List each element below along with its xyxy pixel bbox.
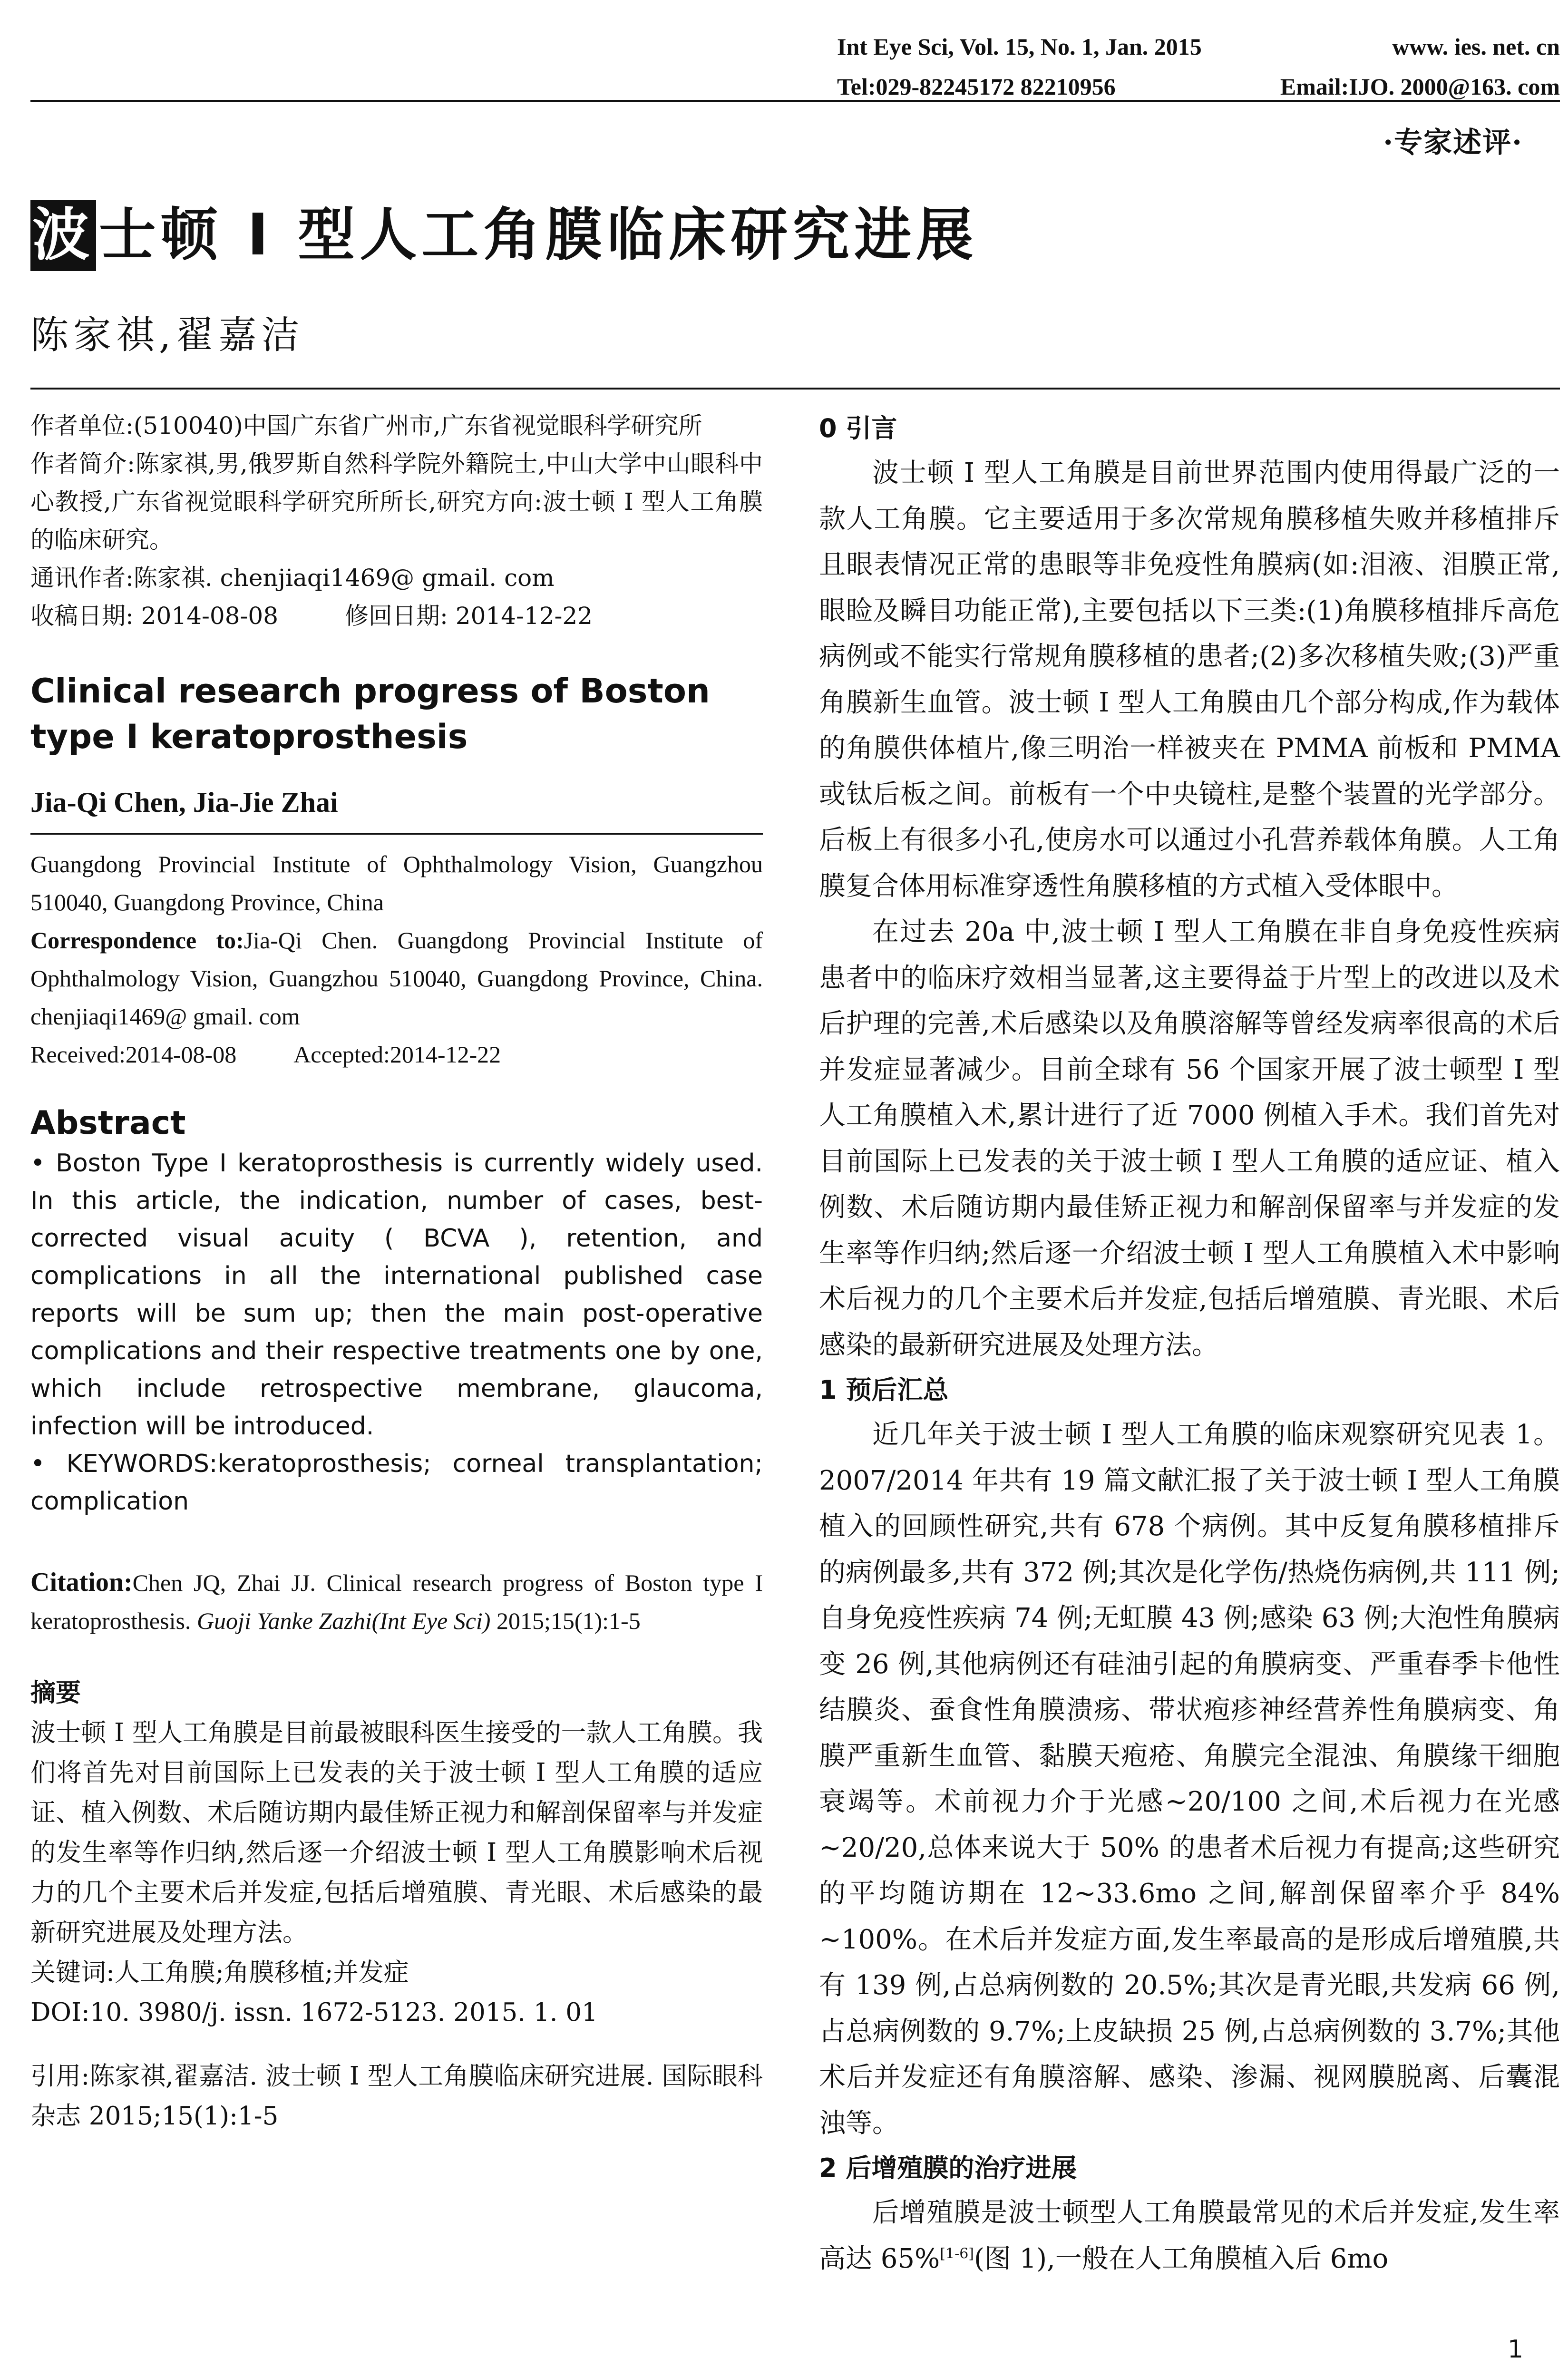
english-correspondence xyxy=(30,921,763,1035)
section-0-paragraph-2: 在过去 20a 中,波士顿 I 型人工角膜在非自身免疫性疾病患者中的临床疗效相当显著,这主要得益于片型上的改进以及术后护理的完善,术后感染以及角膜溶解等曾经发病率很高的术后并发症显著减少。目前全球有 56 个国家开展了波士顿型 I 型人工角膜植入术,累计进行了近 7000 例植入手术。我们首先对目前国际上已发表的关于波士顿 I 型人工角膜的适应证、植入例数、术后随访期内最佳矫正视力和解剖保留率与并发症的发生率等作归纳;然后逐一介绍波士顿 I 型人工角膜植入术中影响术后视力的几个主要术后并发症,包括后增殖膜、青光眼、术后感染的最新研究进展及处理方法。 xyxy=(819,916,1560,1361)
page-number: 1 xyxy=(1508,2335,1524,2364)
abstract-heading: Abstract xyxy=(30,1104,186,1142)
left-column xyxy=(30,407,763,2136)
section-1-paragraph-1: 近几年关于波士顿 I 型人工角膜的临床观察研究见表 1。2007/2014 年共有 19 篇文献汇报了关于波士顿 I 型人工角膜植入的回顾性研究,共有 678 个病例。其中反复角膜移植排斥的病例最多,共有 372 例;其次是化学伤/热烧伤病例,共 111 例;自身免疫性疾病 74 例;无虹膜 43 例;感染 63 例;大泡性角膜病变 26 例,其他病例还有硅油引起的角膜病变、严重春季卡他性结膜炎、蚕食性角膜溃疡、带状疱疹神经营养性角膜病变、角膜严重新生血管、黏膜天疱疮、角膜完全混浊、角膜缘干细胞衰竭等。术前视力介于光感~20/100 之间,术后视力在光感~20/20,总体来说大于 50% 的患者术后视力有提高;这些研究的平均随访期在 12~33.6mo 之间,解剖保留率介乎 84% ~100%。在术后并发症方面,发生率最高的是形成后增殖膜,共有 139 例,占总病例数的 20.5%;其次是青光眼,共发病 66 例,占总病例数的 9.7%;上皮缺损 25 例,占总病例数的 3.7%;其他术后并发症还有角膜溶解、感染、渗漏、视网膜脱离、后囊混浊等。 xyxy=(819,1419,1560,2139)
dates-cn xyxy=(30,597,763,635)
corresponding-author: 通讯作者:陈家祺. chenjiaqi1469@ gmail. com xyxy=(30,564,555,592)
received-date-en: Received:2014-08-08 xyxy=(30,1041,237,1068)
article-title xyxy=(30,200,978,271)
cn-abstract xyxy=(30,1673,763,2136)
accepted-date-en: Accepted:2014-12-22 xyxy=(293,1041,501,1068)
revised-date-cn: 修回日期: 2014-12-22 xyxy=(345,602,593,630)
title-drop-char: 波 xyxy=(30,200,96,271)
section-2-paragraph-1 xyxy=(819,2190,1560,2282)
section-0-paragraph-1: 波士顿 I 型人工角膜是目前世界范围内使用得最广泛的一款人工角膜。它主要适用于多次常规角膜移植失败并移植排斥且眼表情况正常的患眼等非免疫性角膜病(如:泪液、泪膜正常,眼睑及瞬目功能正常),主要包括以下三类:(1)角膜移植排斥高危病例或不能实行常规角膜移植的患者;(2)多次移植失败;(3)严重角膜新生血管。波士顿 I 型人工角膜由几个部分构成,作为载体的角膜供体植片,像三明治一样被夹在 PMMA 前板和 PMMA 或钛后板之间。前板有一个中央镜柱,是整个装置的光学部分。后板上有很多小孔,使房水可以通过小孔营养载体角膜。人工角膜复合体用标准穿透性角膜移植的方式植入受体眼中。 xyxy=(819,458,1560,902)
section-2-text-a: 后增殖膜是波士顿型人工角膜最常见的术后并发症,发生率高达 65% xyxy=(819,2197,1560,2274)
section-0-heading: 0 引言 xyxy=(819,413,897,443)
english-title: Clinical research progress of Boston type I keratoprosthesis xyxy=(30,672,710,756)
doi[interactable]: DOI:10. 3980/j. issn. 1672-5123. 2015. 1. 01 xyxy=(30,1998,598,2027)
section-tag: ·专家述评· xyxy=(1383,126,1523,159)
section-2-heading: 2 后增殖膜的治疗进展 xyxy=(819,2153,1077,2183)
title-rule xyxy=(30,388,1560,390)
author-info-cn xyxy=(30,407,763,635)
author-bio: 作者简介:陈家祺,男,俄罗斯自然科学院外籍院士,中山大学中山眼科中心教授,广东省视觉眼科学研究所所长,研究方向:波士顿 I 型人工角膜的临床研究。 xyxy=(30,450,763,554)
cn-keywords: 关键词:人工角膜;角膜移植;并发症 xyxy=(30,1958,409,1987)
authors-cn: 陈家祺,翟嘉洁 xyxy=(30,313,304,357)
section-1-heading: 1 预后汇总 xyxy=(819,1375,949,1405)
reference-marker[interactable]: [1-6] xyxy=(940,2245,974,2262)
journal-line: Int Eye Sci, Vol. 15, No. 1, Jan. 2015 xyxy=(837,33,1202,60)
journal-website[interactable]: www. ies. net. cn xyxy=(1392,33,1560,60)
english-citation xyxy=(30,1563,763,1640)
received-date-cn: 收稿日期: 2014-08-08 xyxy=(30,602,279,630)
right-column xyxy=(819,407,1560,2282)
correspondence-label: Correspondence to: xyxy=(30,927,244,954)
english-affiliation: Guangdong Provincial Institute of Ophthalmology Vision, Guangzhou 510040, Guangdong Province, China xyxy=(30,851,763,916)
cn-abstract-text: 波士顿 I 型人工角膜是目前最被眼科医生接受的一款人工角膜。我们将首先对目前国际上已发表的关于波士顿 I 型人工角膜的适应证、植入例数、术后随访期内最佳矫正视力和解剖保留率与并发症的发生率等作归纳,然后逐一介绍波士顿 I 型人工角膜影响术后视力的几个主要术后并发症,包括后增殖膜、青光眼、术后感染的最新研究进展及处理方法。 xyxy=(30,1718,763,1947)
running-header xyxy=(837,27,1560,107)
english-authors: Jia-Qi Chen, Jia-Jie Zhai xyxy=(30,787,338,818)
correspondence-text: Jia-Qi Chen. Guangdong Provincial Institute of Ophthalmology Vision, Guangzhou 510040, Guangdong Province, China. chenjiaqi1469@ gmail. com xyxy=(30,927,763,1030)
citation-label: Citation: xyxy=(30,1568,133,1597)
cn-citation: 引用:陈家祺,翟嘉洁. 波士顿 I 型人工角膜临床研究进展. 国际眼科杂志 2015;15(1):1-5 xyxy=(30,2062,763,2131)
abstract-keywords: • KEYWORDS:keratoprosthesis; corneal transplantation; complication xyxy=(30,1450,763,1516)
journal-tel: Tel:029-82245172 82210956 xyxy=(837,73,1116,100)
cn-abstract-heading: 摘要 xyxy=(30,1678,81,1707)
header-rule xyxy=(30,100,1560,102)
title-text: 士顿 I 型人工角膜临床研究进展 xyxy=(99,202,978,268)
author-unit: 作者单位:(510040)中国广东省广州市,广东省视觉眼科学研究所 xyxy=(30,412,702,439)
abstract-text: • Boston Type I keratoprosthesis is currently widely used. In this article, the indication, number of cases, best-corrected visual acuity ( BCVA ), retention, and complications in all the international published case reports will be sum up; then the main post-operative complications and their respective treatments one by one, which include retrospective membrane, glaucoma, infection will be introduced. xyxy=(30,1149,763,1441)
citation-text: Chen JQ, Zhai JJ. Clinical research progress of Boston type I keratoprosthesis. xyxy=(30,1569,763,1634)
citation-journal: Guoji Yanke Zazhi(Int Eye Sci) xyxy=(196,1607,491,1634)
section-2-text-b: (图 1),一般在人工角膜植入后 6mo xyxy=(974,2243,1389,2274)
journal-email[interactable]: Email:IJO. 2000@163. com xyxy=(1280,73,1560,100)
english-dates xyxy=(30,1035,763,1073)
citation-tail: 2015;15(1):1-5 xyxy=(490,1607,641,1634)
